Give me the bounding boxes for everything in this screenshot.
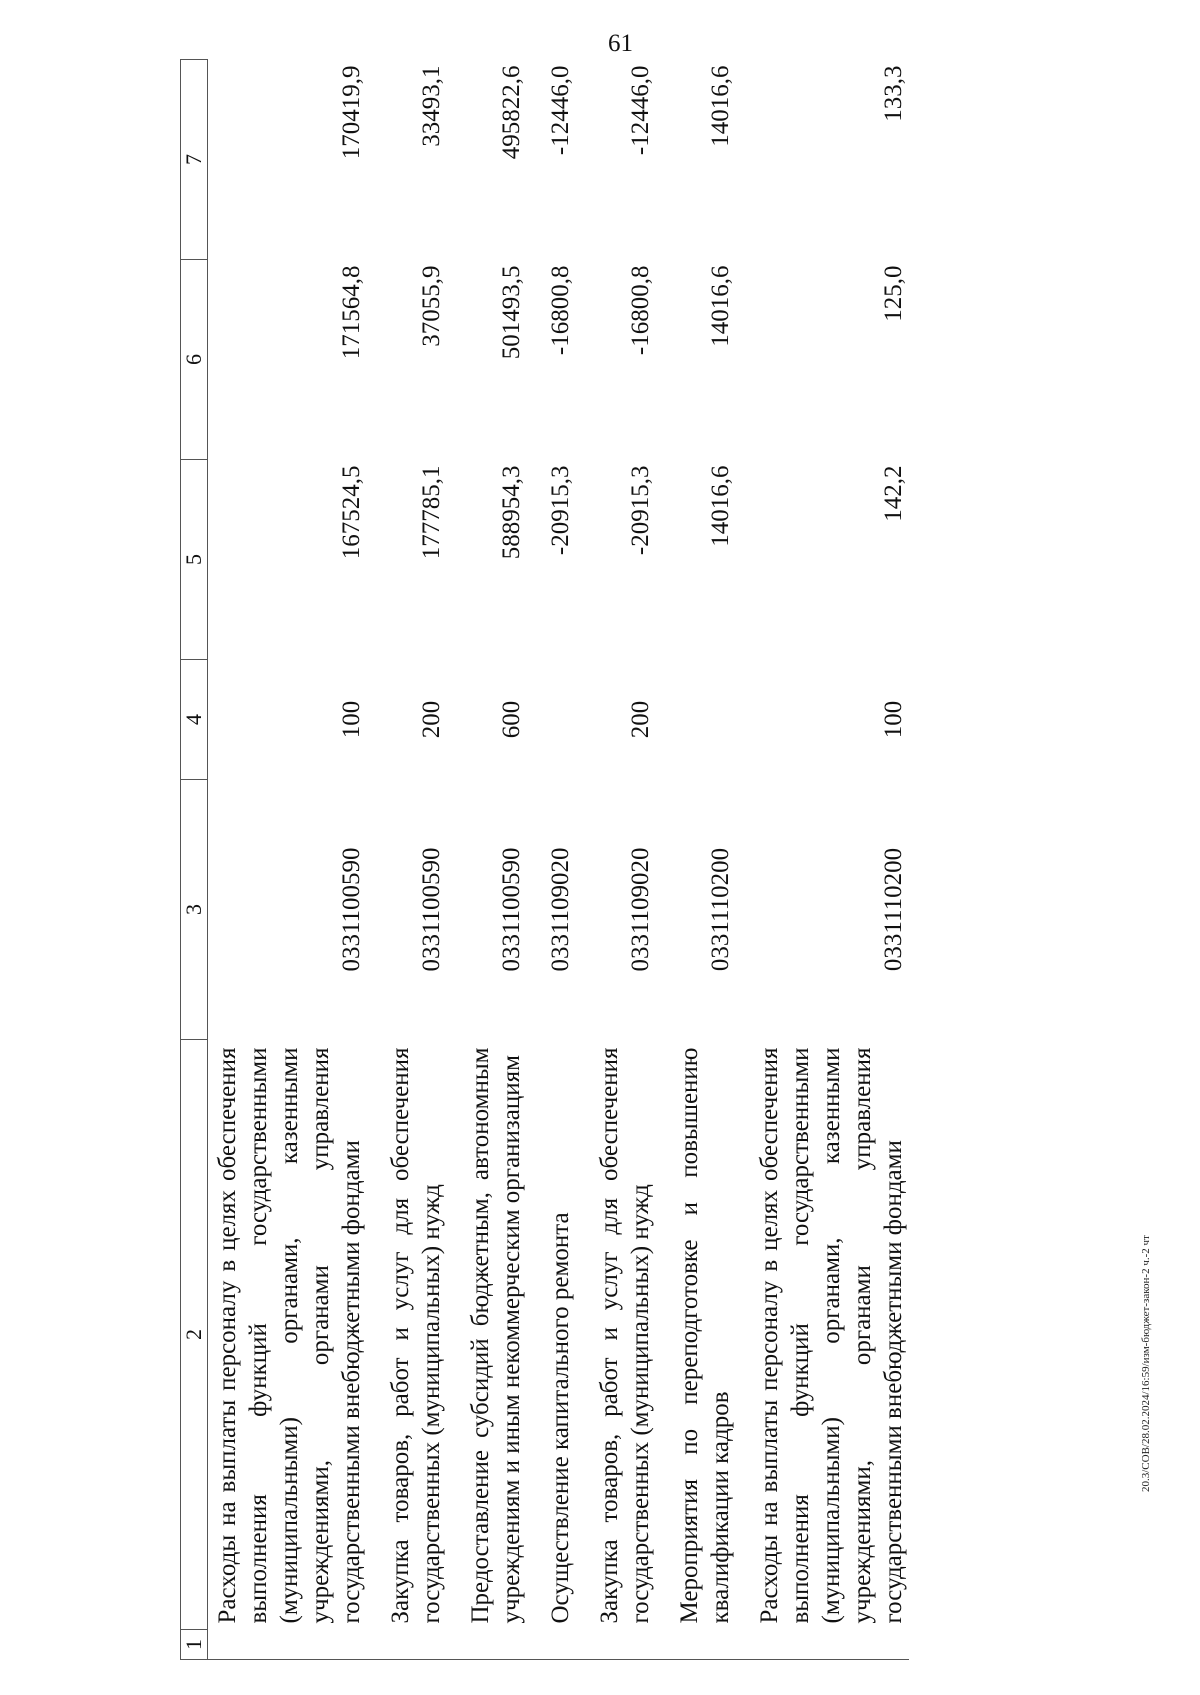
row-value-col6: 37055,9 xyxy=(418,265,445,347)
row-description: Расходы на выплаты персоналу в целях обеспечения выполнения функций государственными (муниципальными) органами, казенными учреждениями, органами управления государственными внебюджетными фондами xyxy=(756,1047,907,1624)
row-value-col6: 501493,5 xyxy=(498,265,525,360)
row-value-col7: 33493,1 xyxy=(418,65,445,147)
table-row xyxy=(527,60,576,1660)
row-value-col7: -12446,0 xyxy=(547,65,574,156)
document-footer-code: 20.3/СОВ/28.02.2024/16:59/изм-бюджет-закон-2 ч.-2 чт xyxy=(1140,1235,1152,1492)
table-row xyxy=(656,60,736,1660)
row-value-col7: 170419,9 xyxy=(338,65,365,160)
row-number-cell xyxy=(208,1630,368,1660)
row-value-col6: 125,0 xyxy=(880,265,907,322)
row-value-col5: -20915,3 xyxy=(627,465,654,556)
row-number-cell xyxy=(367,1630,447,1660)
row-description: Предоставление субсидий бюджетным, автономным учреждениям и иным некоммерческим организациям xyxy=(467,1047,525,1624)
header-row xyxy=(181,60,208,1660)
row-description: Расходы на выплаты персоналу в целях обеспечения выполнения функций государственными (муниципальными) органами, казенными учреждениями, органами управления государственными внебюджетными фондами xyxy=(214,1047,365,1624)
row-value-col5: 167524,5 xyxy=(338,465,365,560)
row-expense-type: 100 xyxy=(338,700,365,739)
row-number-cell xyxy=(527,1630,576,1660)
row-number-cell xyxy=(576,1630,656,1660)
header-col-6: 6 xyxy=(181,260,208,460)
row-value-col7: 133,3 xyxy=(880,65,907,122)
row-value-col6: 14016,6 xyxy=(707,265,734,347)
row-value-col5: -20915,3 xyxy=(547,465,574,556)
row-target-code: 0331100590 xyxy=(418,847,445,972)
header-col-3: 3 xyxy=(181,780,208,1040)
row-target-code: 0331109020 xyxy=(547,847,574,972)
row-value-col7: 495822,6 xyxy=(498,65,525,160)
table-body xyxy=(208,60,910,1660)
row-value-col6: -16800,8 xyxy=(627,265,654,356)
header-col-2: 2 xyxy=(181,1040,208,1630)
row-target-code: 0331110200 xyxy=(880,847,907,972)
row-value-col5: 142,2 xyxy=(880,465,907,522)
table-row xyxy=(208,60,368,1660)
budget-table xyxy=(180,59,909,1660)
header-col-7: 7 xyxy=(181,60,208,260)
header-col-5: 5 xyxy=(181,460,208,660)
row-number-cell xyxy=(447,1630,527,1660)
row-target-code: 0331100590 xyxy=(338,847,365,972)
row-expense-type: 600 xyxy=(498,700,525,739)
row-description: Мероприятия по переподготовке и повышению квалификации кадров xyxy=(676,1047,734,1624)
header-col-4: 4 xyxy=(181,660,208,780)
row-target-code: 0331109020 xyxy=(627,847,654,972)
table-row xyxy=(447,60,527,1660)
row-description: Закупка товаров, работ и услуг для обеспечения государственных (муниципальных) нужд xyxy=(387,1047,445,1624)
row-expense-type xyxy=(527,660,576,780)
page-number: 61 xyxy=(608,30,633,57)
row-value-col7: -12446,0 xyxy=(627,65,654,156)
row-number-cell xyxy=(656,1630,736,1660)
row-value-col6: 171564,8 xyxy=(338,265,365,360)
row-expense-type: 100 xyxy=(880,700,907,739)
table-row xyxy=(576,60,656,1660)
table-row xyxy=(367,60,447,1660)
row-description: Осуществление капитального ремонта xyxy=(547,1212,574,1624)
row-value-col7: 14016,6 xyxy=(707,65,734,147)
row-expense-type: 200 xyxy=(627,700,654,739)
table-header xyxy=(181,60,208,1660)
row-target-code: 0331110200 xyxy=(707,847,734,972)
row-description: Закупка товаров, работ и услуг для обеспечения государственных (муниципальных) нужд xyxy=(596,1047,654,1624)
row-value-col5: 588954,3 xyxy=(498,465,525,560)
table-row xyxy=(736,60,909,1660)
row-value-col6: -16800,8 xyxy=(547,265,574,356)
row-expense-type: 200 xyxy=(418,700,445,739)
row-value-col5: 177785,1 xyxy=(418,465,445,560)
row-expense-type xyxy=(656,660,736,780)
rotated-table-wrapper xyxy=(180,20,1140,1660)
row-target-code: 0331100590 xyxy=(498,847,525,972)
row-number-cell xyxy=(736,1630,909,1660)
row-value-col5: 14016,6 xyxy=(707,465,734,547)
header-col-1: 1 xyxy=(181,1630,208,1660)
